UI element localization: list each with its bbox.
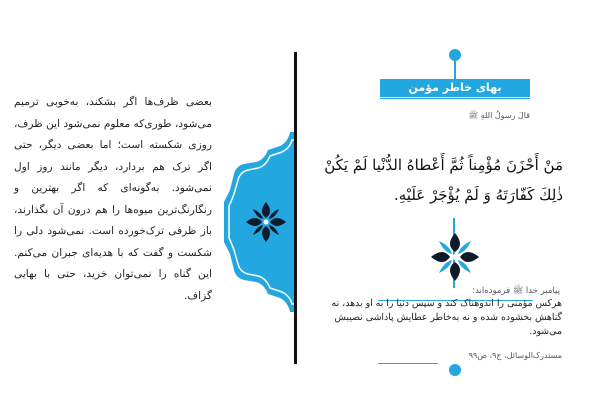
flower-ornament-icon [429, 231, 481, 283]
hadith-attribution: قالَ رسولُ اللهِ ﷺ [468, 111, 530, 120]
top-dot-ornament [449, 49, 461, 61]
page-title: بهای خاطر مؤمن [380, 79, 530, 97]
top-stem-ornament [454, 61, 456, 79]
left-paragraph: بعضی ظرف‌ها اگر بشکند، به‌خوبی ترمیم می‌شود، طوری‌که معلوم نمی‌شود این ظرف، روزی شکسته است؛ اما بعضی دیگر، حتی اگر ترک هم بردارد، دیگر مانند روز اول نمی‌شود. به‌گونه‌ای که اگر بهترین و رنگارنگ‌ترین میوه‌ها را هم درون آن بگذارند، باز ظرفی ترک‌خورده است. نمی‌شود دلی را شکست و گفت که با هدیه‌ای جبران می‌کنم. این گناه را نمی‌توان خرید، حتی با بهایی گزاف. [14, 96, 212, 302]
title-underline [380, 98, 530, 99]
arabic-hadith-text: مَنْ أَحْزَنَ مُؤْمِناً ثُمَّ أَعْطاهُ الدُّنْيا لَمْ يَكُنْ ذٰلِكَ كَفّارَتَهُ وَ لَمْ يُؤْجَرْ عَلَيْهِ. [324, 156, 563, 204]
persian-translation: هرکس مؤمنی را اندوهناک کند و سپس دنیا را به او بدهد، نه گناهش بخشوده شده و نه به‌خاطر عطایش پاداشی نصیبش می‌شود. [331, 298, 562, 337]
source-rule [378, 363, 438, 364]
center-divider-line [294, 52, 297, 364]
source-citation: مستدرک‌الوسائل، ج۹، ص۹۹ [468, 351, 562, 360]
saying-intro: پیامبر خدا ﷺ فرموده‌اند: [472, 286, 560, 296]
bottom-dot-ornament [449, 364, 461, 376]
center-ornament-panel [224, 132, 296, 312]
